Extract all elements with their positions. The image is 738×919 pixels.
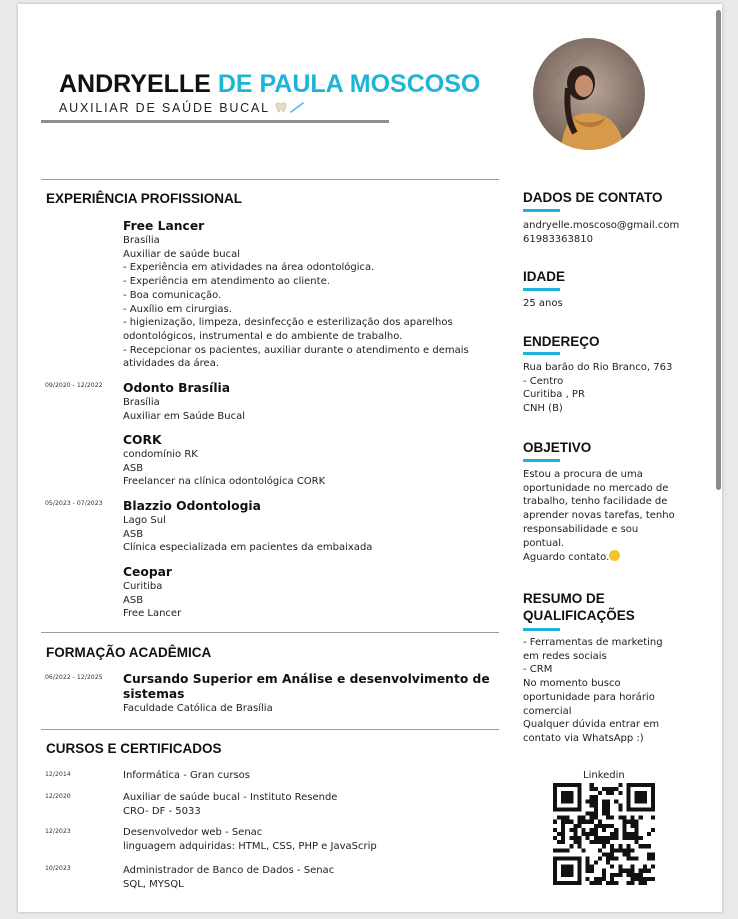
phone-number[interactable]: 61983363810 <box>523 233 593 245</box>
address-heading: ENDEREÇO <box>523 334 600 349</box>
job-line: - Experiência em atividades na área odontológica. <box>123 262 375 274</box>
course-date: 12/2020 <box>45 793 71 800</box>
job-role-text: AUXILIAR DE SAÚDE BUCAL <box>59 101 270 115</box>
course-date: 12/2023 <box>45 828 71 835</box>
profile-photo <box>533 38 645 150</box>
address-line: Rua barão do Rio Branco, 763 <box>523 362 673 373</box>
age-accent-bar <box>523 288 560 291</box>
education-heading: FORMAÇÃO ACADÊMICA <box>46 645 212 660</box>
education-entry <box>123 672 493 716</box>
course-line: Administrador de Banco de Dados - Senac <box>123 865 335 876</box>
first-name: ANDRYELLE <box>59 70 211 98</box>
address-info <box>523 361 695 416</box>
company-name: Free Lancer <box>123 219 205 233</box>
address-line: CNH (B) <box>523 403 563 415</box>
qualification-line: - Ferramentas de marketing <box>523 637 663 648</box>
age-value: 25 anos <box>523 298 563 309</box>
job-line: - Recepcionar os pacientes, auxiliar durante o atendimento e demais atividades da área. <box>123 344 469 370</box>
address-line: - Centro <box>523 375 564 387</box>
job-line: Auxiliar em Saúde Bucal <box>123 410 246 422</box>
job-line: - higienização, limpeza, desinfecção e esterilização dos aparelhos odontológicos, instrumental e do ambiente de trabalho. <box>123 317 453 342</box>
course-line: SQL, MYSQL <box>123 878 184 890</box>
last-name: DE PAULA MOSCOSO <box>217 70 481 98</box>
course-date: 12/2014 <box>45 771 71 778</box>
scrollbar[interactable] <box>716 10 721 490</box>
address-line: Curitiba , PR <box>523 389 585 401</box>
course-line: linguagem adquiridas: HTML, CSS, PHP e JavaScrip <box>123 840 377 852</box>
job-line: condomínio RK <box>123 449 198 460</box>
objective-line-last <box>523 550 695 565</box>
courses-divider <box>41 729 499 730</box>
course-entry <box>123 826 491 853</box>
job-entry <box>123 219 491 371</box>
company-name: CORK <box>123 433 162 447</box>
job-line: ASB <box>123 594 144 606</box>
education-divider <box>41 632 499 633</box>
experience-heading: EXPERIÊNCIA PROFISSIONAL <box>46 191 243 206</box>
course-line: Informática - Gran cursos <box>123 770 251 781</box>
objective-line: pontual. <box>523 537 565 549</box>
qualifications-heading-line: QUALIFICAÇÕES <box>523 608 635 623</box>
contact-heading: DADOS DE CONTATO <box>523 190 663 205</box>
course-line: Desenvolvedor web - Senac <box>123 827 263 838</box>
email-link[interactable]: andryelle.moscoso@gmail.com <box>523 220 680 231</box>
job-date: 05/2023 - 07/2023 <box>45 500 103 507</box>
objective-line: aprender novas tarefas, tenho <box>523 510 675 522</box>
job-line: Free Lancer <box>123 608 182 620</box>
courses-heading: CURSOS E CERTIFICADOS <box>46 741 222 756</box>
course-entry <box>123 769 491 783</box>
job-entry <box>123 381 491 423</box>
job-line: Brasília <box>123 235 160 246</box>
resume-page <box>18 4 722 912</box>
smile-emoji-icon <box>609 550 620 561</box>
course-date: 10/2023 <box>45 865 71 872</box>
objective-heading: OBJETIVO <box>523 440 592 455</box>
contact-accent-bar <box>523 209 560 212</box>
school-name: Faculdade Católica de Brasília <box>123 703 273 714</box>
objective-line: trabalho, tenho facilidade de <box>523 496 668 508</box>
job-line: - Experiência em atendimento ao cliente. <box>123 276 330 288</box>
objective-line: responsabilidade e sou <box>523 523 639 535</box>
experience-divider <box>41 179 499 180</box>
job-date: 09/2020 - 12/2022 <box>45 382 103 389</box>
header-divider <box>41 120 389 123</box>
qualification-line: comercial <box>523 705 572 717</box>
job-line: ASB <box>123 528 144 540</box>
qualifications-info <box>523 636 695 746</box>
company-name: Blazzio Odontologia <box>123 499 261 513</box>
toothbrush-icon <box>290 101 304 115</box>
course-entry <box>123 864 491 891</box>
job-entry <box>123 565 491 621</box>
education-date: 06/2022 - 12/2025 <box>45 674 103 681</box>
qualification-line: oportunidade para horário <box>523 691 655 703</box>
qualifications-heading-line: RESUMO DE <box>523 591 605 606</box>
course-entry <box>123 791 491 818</box>
objective-accent-bar <box>523 459 560 462</box>
job-line: Brasília <box>123 397 160 408</box>
qualification-line: contato via WhatsApp :) <box>523 732 644 744</box>
objective-line: Estou a procura de uma <box>523 469 643 480</box>
address-accent-bar <box>523 352 560 355</box>
course-line: CRO- DF - 5033 <box>123 805 201 817</box>
course-line: Auxiliar de saúde bucal - Instituto Resende <box>123 792 338 803</box>
job-entry <box>123 433 491 489</box>
qr-code-icon[interactable] <box>553 783 655 885</box>
job-role <box>59 101 304 115</box>
objective-line: oportunidade no mercado de <box>523 482 669 494</box>
job-line: Auxiliar de saúde bucal <box>123 248 240 260</box>
objective-line: Aguardo contato. <box>523 552 610 564</box>
qualification-line: em redes sociais <box>523 650 607 662</box>
company-name: Odonto Brasília <box>123 381 231 395</box>
job-line: Curitiba <box>123 581 163 592</box>
company-name: Ceopar <box>123 565 172 579</box>
job-line: Clínica especializada em pacientes da embaixada <box>123 542 373 554</box>
objective-info <box>523 468 695 565</box>
job-line: Lago Sul <box>123 515 166 526</box>
job-line: ASB <box>123 462 144 474</box>
qualification-line: No momento busco <box>523 678 621 690</box>
job-line: - Auxílio em cirurgias. <box>123 303 232 315</box>
job-line: Freelancer na clínica odontológica CORK <box>123 476 326 488</box>
qualifications-heading <box>523 590 635 624</box>
job-line: - Boa comunicação. <box>123 289 222 301</box>
qualification-line: Qualquer dúvida entrar em <box>523 719 660 731</box>
age-info <box>523 297 695 311</box>
age-heading: IDADE <box>523 269 566 284</box>
course-name: Cursando Superior em Análise e desenvolvimento de sistemas <box>123 672 490 701</box>
tooth-icon <box>275 101 290 115</box>
contact-info <box>523 219 695 246</box>
qr-label: Linkedin <box>583 770 625 781</box>
full-name <box>59 70 480 99</box>
job-entry <box>123 499 491 555</box>
qualifications-accent-bar <box>523 628 560 631</box>
qualification-line: - CRM <box>523 664 553 676</box>
